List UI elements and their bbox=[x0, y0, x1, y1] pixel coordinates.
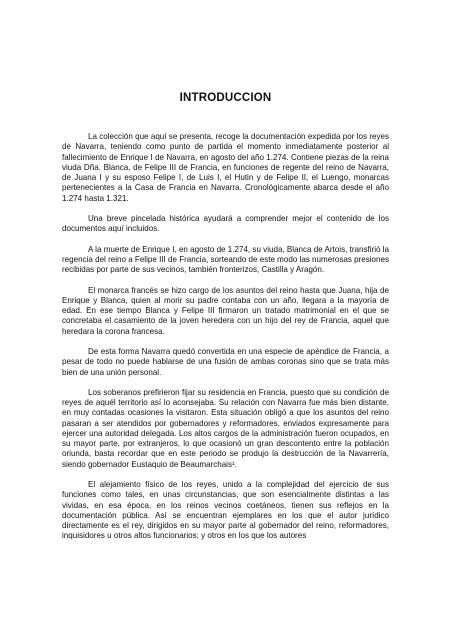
paragraph-1: La colección que aquí se presenta, recoge la documentación expedida por los reyes de Navarra, teniendo como punto de partida el momento inmediatamente posterior al fallecimiento de Enrique I de Navarra, en agosto del año 1.274. Contiene piezas de la reina viuda Dña. Blanca, de Felipe III de Francia, en funciones de regente del reino de Navarra, de Juana I y su esposo Felipe I, de Luis I, el Hutin y de Felipe II, el Luengo, monarcas pertenecientes a la Casa de Francia en Navarra. Cronológicamente abarca desde el año 1.274 hasta 1.321. bbox=[62, 132, 389, 203]
paragraph-6: Los soberanos prefirieron fijar su residencia en Francia, puesto que su condición de reyes de aquél territorio así lo aconsejaba. Su relación con Navarra fue más bien distante, en muy contadas ocasiones la visitaron. Esta situación obligó a que los asuntos del reino pasaran a ser atendidos por gobernadores y reformadores, enviados expresamente para ejercer una autoridad delegada. Los altos cargos de la administración fueron ocupados, en su mayor parte, por extranjeros, lo que ocasionó un gran descontento entre la población oriunda, basta recordar que en este periodo se produjo la destrucción de la Navarrería, siendo gobernador Eustaquio de Beaumarchais¹. bbox=[62, 387, 389, 469]
paragraph-5: De esta forma Navarra quedó convertida en una especie de apéndice de Francia, a pesar de todo no puede hablarse de una fusión de ambas coronas sino que se trata más bien de una unión personal. bbox=[62, 347, 389, 377]
paragraph-2: Una breve pincelada histórica ayudará a comprender mejor el contenido de los documentos aquí incluidos. bbox=[62, 213, 389, 234]
paragraph-4: El monarca francés se hizo cargo de los asuntos del reino hasta que Juana, hija de Enrique y Blanca, quien al morir su padre contaba con un año, llegara a la mayoría de edad. En ese tiempo Blanca y Felipe III firmaron un tratado matrimonial en el que se concretaba el casamiento de la joven heredera con un hijo del rey de Francia, aquel que heredara la corona francesa. bbox=[62, 285, 389, 336]
paragraph-7: El alejamiento físico de los reyes, unido a la complejidad del ejercicio de sus funciones como tales, en unas circunstancias, que son esencialmente distintas a las vividas, en esa época, en los reinos vecinos coetáneos, tienen sus reflejos en la documentación pública. Así se encuentran ejemplares en los que el autor jurídico directamente es el rey, dirigidos en su mayor parte al gobernador del reino, reformadores, inquisidores u otros altos funcionarios; y otros en los que los autores bbox=[62, 480, 389, 541]
page-title: INTRODUCCION bbox=[179, 92, 272, 104]
paragraph-3: A la muerte de Enrique I, en agosto de 1.274, su viuda, Blanca de Artois, transfirió la regencia del reino a Felipe III de Francia, sorteando de este modo las numerosas presiones recibidas por parte de sus vecinos, también fronterizos, Castilla y Aragón. bbox=[62, 244, 389, 275]
